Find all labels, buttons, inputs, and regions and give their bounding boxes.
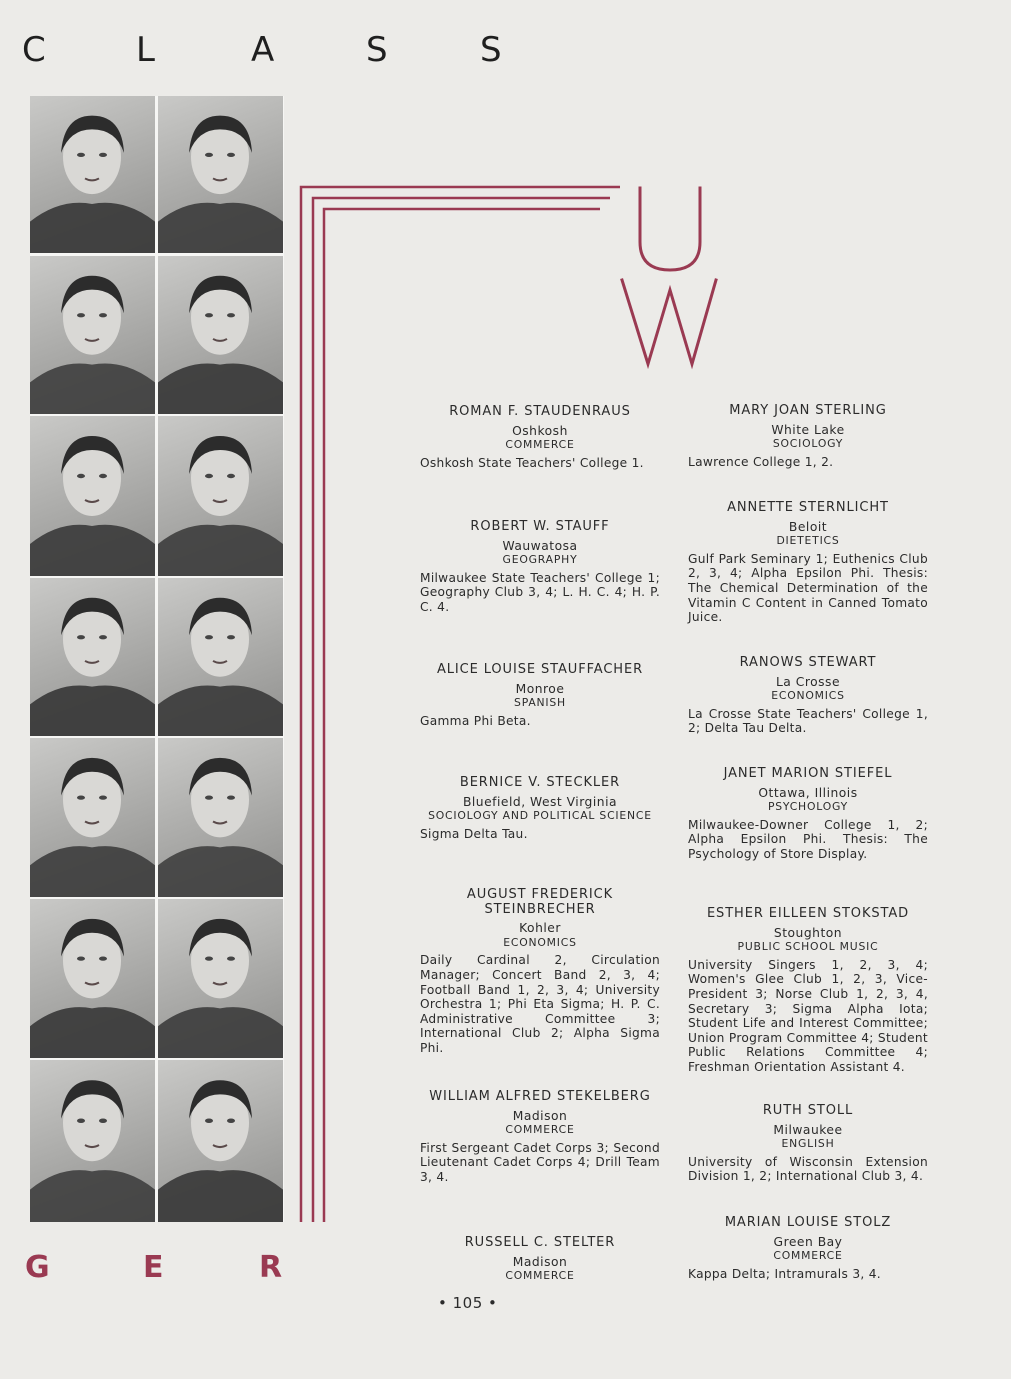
student-hometown: Monroe bbox=[515, 681, 565, 696]
student-activities: La Crosse State Teachers' College 1, 2; Delta Tau Delta. bbox=[688, 706, 928, 736]
student-entry bbox=[420, 520, 660, 615]
student-entry bbox=[420, 663, 660, 728]
uw-monogram bbox=[618, 180, 722, 370]
student-hometown: Madison bbox=[512, 1108, 568, 1123]
student-activities: First Sergeant Cadet Corps 3; Second Lieutenant Cadet Corps 4; Drill Team 3, 4. bbox=[420, 1140, 660, 1184]
page-number: • 105 • bbox=[438, 1294, 498, 1312]
student-entry bbox=[420, 776, 660, 841]
student-hometown: Stoughton bbox=[773, 925, 843, 940]
student-entry bbox=[688, 656, 928, 736]
student-name: MARIAN LOUISE STOLZ bbox=[724, 1215, 892, 1230]
student-hometown: Oshkosh bbox=[512, 423, 568, 438]
student-activities: Milwaukee State Teachers' College 1; Geography Club 3, 4; L. H. C. 4; H. P. C. 4. bbox=[420, 570, 660, 614]
student-hometown: Madison bbox=[512, 1254, 568, 1269]
student-name: RANOWS STEWART bbox=[739, 655, 877, 670]
student-activities: Milwaukee-Downer College 1, 2; Alpha Epsilon Phi. Thesis: The Psychology of Store Display. bbox=[688, 817, 928, 861]
header-letter: A bbox=[251, 30, 275, 70]
student-major: ECONOMICS bbox=[771, 689, 845, 703]
student-major: SOCIOLOGY bbox=[772, 437, 844, 451]
header-letter: C bbox=[22, 30, 46, 70]
student-entry bbox=[688, 1216, 928, 1281]
student-major: DIETETICS bbox=[776, 534, 840, 548]
student-major: COMMERCE bbox=[505, 438, 575, 452]
student-name: WILLIAM ALFRED STEKELBERG bbox=[429, 1089, 651, 1104]
student-activities: Gulf Park Seminary 1; Euthenics Club 2, 3, 4; Alpha Epsilon Phi. Thesis: The Chemical Determination of the Vitamin C Content in Canned Tomato Juice. bbox=[688, 551, 928, 625]
student-activities: Sigma Delta Tau. bbox=[420, 826, 528, 841]
student-hometown: Milwaukee bbox=[773, 1122, 843, 1137]
student-name: ANNETTE STERNLICHT bbox=[727, 500, 889, 515]
student-entry bbox=[688, 404, 928, 469]
footer-letter: R bbox=[259, 1250, 283, 1285]
header-letter: L bbox=[136, 30, 155, 70]
student-entry bbox=[688, 907, 928, 1075]
student-entry bbox=[688, 1104, 928, 1184]
student-name: ROBERT W. STAUFF bbox=[470, 519, 610, 534]
student-name: ROMAN F. STAUDENRAUS bbox=[449, 404, 631, 419]
student-major: ENGLISH bbox=[781, 1137, 835, 1151]
student-activities: Oshkosh State Teachers' College 1. bbox=[420, 455, 644, 470]
student-major: COMMERCE bbox=[773, 1249, 843, 1263]
student-entry bbox=[420, 1090, 660, 1185]
student-activities: Kappa Delta; Intramurals 3, 4. bbox=[688, 1266, 881, 1281]
header-letter: S bbox=[480, 30, 502, 70]
student-hometown: Wauwatosa bbox=[502, 538, 578, 553]
student-major: SOCIOLOGY AND POLITICAL SCIENCE bbox=[428, 809, 652, 823]
student-entry bbox=[688, 501, 928, 625]
student-entry bbox=[688, 767, 928, 862]
student-name: MARY JOAN STERLING bbox=[729, 403, 887, 418]
student-activities: University of Wisconsin Extension Division 1, 2; International Club 3, 4. bbox=[688, 1154, 928, 1184]
student-activities: Daily Cardinal 2, Circulation Manager; Concert Band 2, 3, 4; Football Band 1, 2, 3, 4; University Orchestra 1; Phi Eta Sigma; H. P. C. Administrative Committee 3; International Club 2; Alpha Sigma Phi. bbox=[420, 953, 660, 1055]
student-hometown: Ottawa, Illinois bbox=[758, 785, 858, 800]
student-name: AUGUST FREDERICK STEINBRECHER bbox=[466, 887, 614, 917]
student-activities: Lawrence College 1, 2. bbox=[688, 454, 834, 469]
footer-letter: E bbox=[143, 1250, 164, 1285]
student-hometown: White Lake bbox=[771, 422, 845, 437]
monogram-u bbox=[640, 188, 700, 270]
student-entry bbox=[420, 405, 660, 470]
student-major: ECONOMICS bbox=[503, 935, 577, 949]
student-entry bbox=[420, 1236, 660, 1287]
student-major: GEOGRAPHY bbox=[502, 553, 578, 567]
student-major: SPANISH bbox=[514, 696, 566, 710]
monogram-strokes bbox=[622, 188, 716, 364]
student-major: COMMERCE bbox=[505, 1269, 575, 1283]
student-name: JANET MARION STIEFEL bbox=[723, 766, 893, 781]
header-letter: S bbox=[366, 30, 388, 70]
monogram-w bbox=[622, 280, 716, 364]
student-hometown: Beloit bbox=[788, 519, 828, 534]
student-name: ESTHER EILLEEN STOKSTAD bbox=[706, 906, 910, 921]
student-name: ALICE LOUISE STAUFFACHER bbox=[436, 662, 644, 677]
student-activities: Gamma Phi Beta. bbox=[420, 713, 531, 728]
student-entry bbox=[420, 888, 660, 1056]
student-hometown: Kohler bbox=[519, 921, 561, 936]
student-major: PUBLIC SCHOOL MUSIC bbox=[737, 940, 879, 954]
student-name: RUTH STOLL bbox=[762, 1103, 854, 1118]
student-major: PSYCHOLOGY bbox=[767, 800, 849, 814]
student-name: RUSSELL C. STELTER bbox=[464, 1235, 616, 1250]
student-hometown: Green Bay bbox=[773, 1234, 843, 1249]
footer-letter: G bbox=[25, 1250, 50, 1285]
student-activities: University Singers 1, 2, 3, 4; Women's Glee Club 1, 2, 3, Vice-President 3; Norse Club 1, 2, 3, 4, Secretary 3; Sigma Alpha Iota; Student Life and Interest Committee; Union Program Committee 4; Student Public Relations Committee 4; Freshman Orientation Assistant 4. bbox=[688, 957, 928, 1074]
student-major: COMMERCE bbox=[505, 1123, 575, 1137]
student-hometown: La Crosse bbox=[775, 674, 841, 689]
student-name: BERNICE V. STECKLER bbox=[459, 775, 621, 790]
student-hometown: Bluefield, West Virginia bbox=[462, 794, 618, 809]
